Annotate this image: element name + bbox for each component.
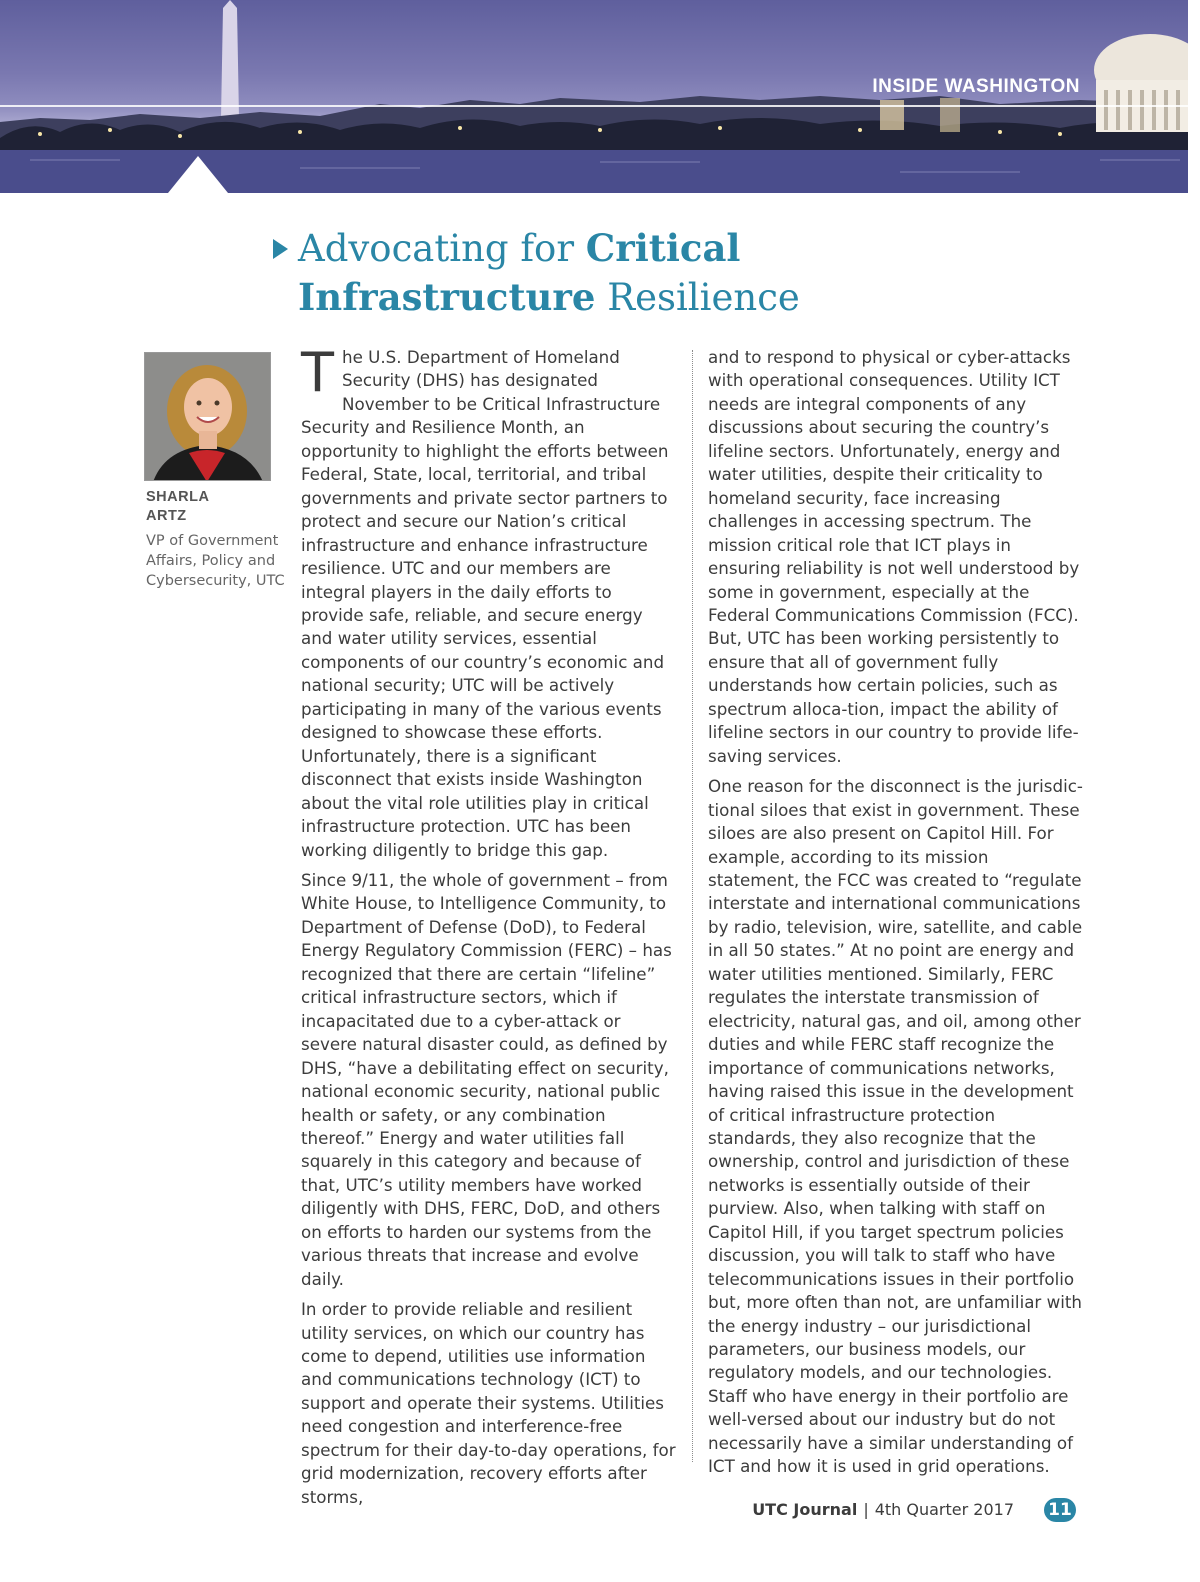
page-number: 11 xyxy=(1044,1498,1076,1522)
paragraph: The U.S. Department of Homeland Security (DHS) has designated November to be Critical Infrastructure Security and Resilience Month, an opportunity to highlight the efforts between Federal, State, local, territorial, and tribal governments and private sector partners to protect and secure our Nation’s critical infrastructure and enhance infrastructure resilience. UTC and our members are integral players in the daily efforts to provide safe, reliable, and secure energy and water utility services, essential components of our country’s economic and national security; UTC will be actively participating in many of the various events designed to showcase these efforts. Unfortunately, there is a significant disconnect that exists inside Washington about the vital role utilities play in critical infrastructure protection. UTC has been working diligently to bridge this gap. xyxy=(301,341,669,860)
issue-label: 4th Quarter 2017 xyxy=(874,1500,1014,1519)
page-footer xyxy=(752,1500,1014,1519)
author-role: VP of Government Affairs, Policy and Cybersecurity, UTC xyxy=(146,533,285,589)
journal-name: UTC Journal xyxy=(752,1500,858,1519)
author-name: SHARLA ARTZ xyxy=(146,489,210,524)
paragraph: Since 9/11, the whole of government – from White House, to Intelligence Community, to Department of Defense (DoD), to Federal Energy Regulatory Commission (FERC) – has recognized that there are certain “lifeline” critical infrastructure sectors, which if incapacitated due to a cyber-attack or severe natural disaster could, as defined by DHS, “have a debilitating effect on security, national economic security, national public health or safety, or any combination thereof.” Energy and water utilities fall squarely in this category and because of that, UTC’s utility members have worked diligently with DHS, FERC, DoD, and others on efforts to harden our systems from the various threats that increase and evolve daily. xyxy=(301,869,672,1289)
article-title: Advocating for Critical Infrastructure Resilience xyxy=(298,226,800,319)
paragraph: and to respond to physical or cyber-attacks with operational consequences. Utility ICT needs are integral components of any discussions about securing the country’s lifeline sectors. Unfortunately, energy and water utilities, despite their criticality to homeland security, face increasing challenges in accessing spectrum. The mission critical role that ICT plays in ensuring reliability is not well understood by some in government, especially at the Federal Communications Commission (FCC). But, UTC has been working persistently to ensure that all of government fully understands how certain policies, such as spectrum alloca-tion, impact the ability of lifeline sectors in our country to provide life-saving services. xyxy=(708,347,1080,766)
paragraph: In order to provide reliable and resilient utility services, on which our country has come to depend, utilities use information and communications technology (ICT) to support and operate their systems. Utilities need congestion and interference-free spectrum for their day-to-day operations, for grid modernization, recovery efforts after storms, xyxy=(301,1299,676,1507)
paragraph: One reason for the disconnect is the jurisdic-tional siloes that exist in government. These siloes are also present on Capitol Hill. For example, according to its mission statement, the FCC was created to “regulate interstate and international communications by radio, television, wire, satellite, and cable in all 50 states.” At no point are energy and water utilities mentioned. Similarly, FERC regulates the interstate transmission of electricity, natural gas, and oil, among other duties and while FERC staff recognize the importance of communications networks, having raised this issue in the development of critical infrastructure protection standards, they also recognize that the ownership, control and jurisdiction of these networks is essentially outside of their purview. Also, when talking with staff on Capitol Hill, if you target spectrum policies discussion, you will talk to staff who have telecommunications issues in their portfolio but, more often than not, are unfamiliar with the energy industry – our jurisdictional parameters, our business models, our regulatory models, and our technologies. Staff who have energy in their portfolio are well-versed about our industry but do not necessarily have a similar understanding of ICT and how it is used in grid operations. xyxy=(708,776,1083,1477)
section-rule xyxy=(0,105,1188,107)
header-banner-image xyxy=(0,0,1188,193)
author-photo xyxy=(144,352,271,481)
article-column-2 xyxy=(708,346,1084,1479)
section-label: INSIDE WASHINGTON xyxy=(872,76,1080,97)
title-arrow-icon xyxy=(273,239,288,259)
column-divider xyxy=(692,350,693,1462)
footer-separator: | xyxy=(863,1500,869,1519)
article-column-1 xyxy=(301,341,679,1509)
drop-cap: T xyxy=(301,341,334,404)
